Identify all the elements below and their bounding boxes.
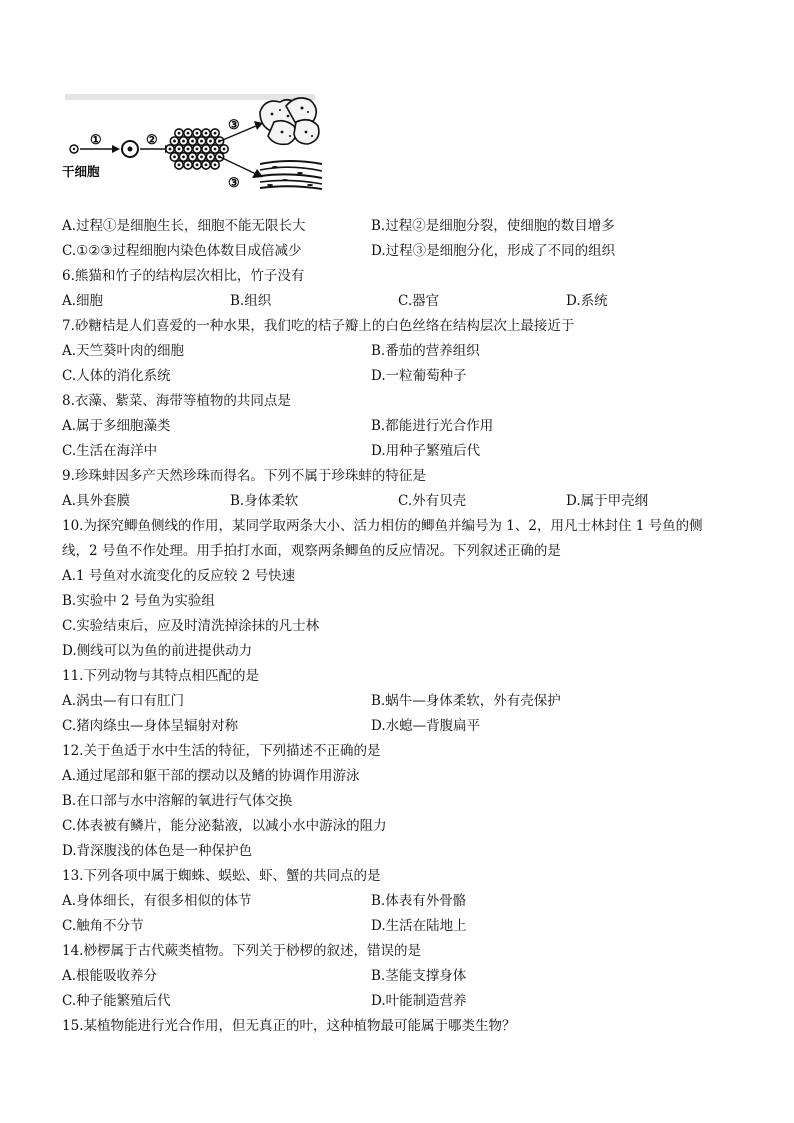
cluster-cell-nucleus	[196, 148, 199, 151]
q5-option-d[interactable]: D.过程③是细胞分化，形成了不同的组织	[371, 243, 616, 259]
cluster-cell-nucleus	[196, 132, 199, 135]
cluster-cell-nucleus	[214, 163, 217, 166]
q14-options-row-1	[62, 964, 752, 989]
stem-cell-label: 干细胞	[62, 164, 100, 179]
arrow-3b	[218, 156, 256, 174]
cluster-cell-nucleus	[173, 156, 176, 159]
parenchyma-tissue	[260, 98, 319, 144]
q9-option-a[interactable]: A.具外套膜	[62, 493, 131, 509]
cell-differentiation-diagram	[60, 92, 330, 202]
q8-option-b[interactable]: B.都能进行光合作用	[371, 418, 494, 434]
q7-options-row-2	[62, 364, 752, 389]
q5-option-c[interactable]: C.①②③过程细胞内染色体数目成倍减少	[62, 243, 302, 259]
cluster-cell-nucleus	[214, 148, 217, 151]
q5-options-row-2	[62, 239, 752, 264]
cluster-cell-nucleus	[223, 148, 226, 151]
q13-option-d[interactable]: D.生活在陆地上	[371, 918, 467, 934]
q6-option-c[interactable]: C.器官	[398, 293, 440, 309]
q8-option-a[interactable]: A.属于多细胞藻类	[62, 418, 171, 434]
q5-option-b[interactable]: B.过程②是细胞分裂，使细胞的数目增多	[371, 218, 615, 234]
q11-options-row-1	[62, 689, 752, 714]
q13-option-a[interactable]: A.身体细长，有很多相似的体节	[62, 893, 252, 909]
cluster-cell-nucleus	[182, 140, 185, 143]
cluster-cell-nucleus	[178, 148, 181, 151]
q11-options-row-2	[62, 714, 752, 739]
q14-stem: 14.桫椤属于古代蕨类植物。下列关于桫椤的叙述，错误的是	[62, 943, 421, 959]
step-2-label: ②	[146, 133, 158, 148]
q13-stem: 13.下列各项中属于蜘蛛、蜈蚣、虾、蟹的共同点的是	[62, 868, 381, 884]
cluster-cell-nucleus	[169, 148, 172, 151]
dividing-cell-cluster	[166, 129, 228, 169]
q6-option-a[interactable]: A.细胞	[62, 293, 104, 309]
q11-stem: 11.下列动物与其特点相匹配的是	[62, 668, 259, 684]
cluster-cell-nucleus	[200, 156, 203, 159]
q10-stem-line-1: 10.为探究鲫鱼侧线的作用，某同学取两条大小、活力相仿的鲫鱼并编号为 1、2，用凡士林封住 1 号鱼的侧	[62, 518, 703, 534]
q14-option-c[interactable]: C.种子能繁殖后代	[62, 993, 171, 1009]
q13-options-row-2	[62, 914, 752, 939]
q14-options-row-2	[62, 989, 752, 1014]
q10-option-b[interactable]: B.实验中 2 号鱼为实验组	[62, 593, 215, 609]
cluster-cell-nucleus	[173, 140, 176, 143]
cluster-cell-nucleus	[187, 163, 190, 166]
q7-option-d[interactable]: D.一粒葡萄种子	[371, 368, 467, 384]
q8-option-c[interactable]: C.生活在海洋中	[62, 443, 158, 459]
q11-option-c[interactable]: C.猪肉绦虫—身体呈辐射对称	[62, 718, 239, 734]
cluster-cell-nucleus	[178, 132, 181, 135]
faded-header-strip	[65, 94, 315, 100]
step-3a-label: ③	[228, 118, 240, 133]
q11-option-a[interactable]: A.涡虫—有口有肛门	[62, 693, 185, 709]
q6-stem: 6.熊猫和竹子的结构层次相比，竹子没有	[62, 268, 305, 284]
q7-option-c[interactable]: C.人体的消化系统	[62, 368, 171, 384]
cluster-cell-nucleus	[205, 132, 208, 135]
q10-option-a[interactable]: A.1 号鱼对水流变化的反应较 2 号快速	[62, 568, 296, 584]
cluster-cell-nucleus	[205, 148, 208, 151]
cluster-cell-nucleus	[196, 163, 199, 166]
cluster-cell-nucleus	[205, 163, 208, 166]
q9-option-c[interactable]: C.外有贝壳	[398, 493, 467, 509]
q8-options-row-2	[62, 439, 752, 464]
step-3b-label: ③	[228, 176, 240, 191]
q12-option-d[interactable]: D.背深腹浅的体色是一种保护色	[62, 843, 253, 859]
q12-option-b[interactable]: B.在口部与水中溶解的氧进行气体交换	[62, 793, 293, 809]
q9-option-d[interactable]: D.属于甲壳纲	[566, 493, 649, 509]
q7-stem: 7.砂糖桔是人们喜爱的一种水果，我们吃的桔子瓣上的白色丝络在结构层次上最接近于	[62, 318, 575, 334]
q11-option-b[interactable]: B.蜗牛—身体柔软，外有壳保护	[371, 693, 561, 709]
q11-option-d[interactable]: D.水螅—背腹扁平	[371, 718, 481, 734]
q6-option-b[interactable]: B.组织	[230, 293, 272, 309]
q15-stem: 15.某植物能进行光合作用，但无真正的叶，这种植物最可能属于哪类生物？	[62, 1018, 516, 1034]
q6-options	[62, 289, 752, 314]
q14-option-b[interactable]: B.茎能支撑身体	[371, 968, 467, 984]
q10-option-c[interactable]: C.实验结束后，应及时清洗掉涂抹的凡士林	[62, 618, 320, 634]
q13-option-b[interactable]: B.体表有外骨骼	[371, 893, 467, 909]
cluster-cell-nucleus	[209, 156, 212, 159]
cluster-cell-nucleus	[209, 140, 212, 143]
q8-option-d[interactable]: D.用种子繁殖后代	[371, 443, 481, 459]
cluster-cell-nucleus	[187, 132, 190, 135]
q7-options-row-1	[62, 339, 752, 364]
q14-option-d[interactable]: D.叶能制造营养	[371, 993, 467, 1009]
q14-option-a[interactable]: A.根能吸收养分	[62, 968, 158, 984]
stem-cell-figure	[60, 92, 330, 202]
q8-stem: 8.衣藻、紫菜、海带等植物的共同点是	[62, 393, 291, 409]
q13-option-c[interactable]: C.触角不分节	[62, 918, 144, 934]
q10-stem-line-2: 线，2 号鱼不作处理。用手拍打水面，观察两条鲫鱼的反应情况。下列叙述正确的是	[62, 543, 561, 559]
cluster-cell-nucleus	[187, 148, 190, 151]
q10-option-d[interactable]: D.侧线可以为鱼的前进提供动力	[62, 643, 253, 659]
q6-option-d[interactable]: D.系统	[566, 293, 608, 309]
q9-options	[62, 489, 752, 514]
cluster-cell-nucleus	[178, 163, 181, 166]
cluster-cell-nucleus	[191, 156, 194, 159]
q7-option-b[interactable]: B.番茄的营养组织	[371, 343, 480, 359]
cluster-cell-nucleus	[200, 140, 203, 143]
step-1-label: ①	[90, 133, 102, 148]
q12-option-c[interactable]: C.体表被有鳞片，能分泌黏液，以减小水中游泳的阻力	[62, 818, 387, 834]
cluster-cell-nucleus	[191, 140, 194, 143]
q5-options-row-1	[62, 214, 752, 239]
q9-option-b[interactable]: B.身体柔软	[230, 493, 299, 509]
cluster-cell-nucleus	[182, 156, 185, 159]
question-list	[62, 214, 752, 1039]
q9-stem: 9.珍珠蚌因多产天然珍珠而得名。下列不属于珍珠蚌的特征是	[62, 468, 426, 484]
q12-stem: 12.关于鱼适于水中生活的特征，下列描述不正确的是	[62, 743, 381, 759]
q13-options-row-1	[62, 889, 752, 914]
q7-option-a[interactable]: A.天竺葵叶肉的细胞	[62, 343, 185, 359]
q8-options-row-1	[62, 414, 752, 439]
q12-option-a[interactable]: A.通过尾部和躯干部的摆动以及鳍的协调作用游泳	[62, 768, 360, 784]
cluster-cell-nucleus	[214, 132, 217, 135]
q5-option-a[interactable]: A.过程①是细胞生长，细胞不能无限长大	[62, 218, 306, 234]
